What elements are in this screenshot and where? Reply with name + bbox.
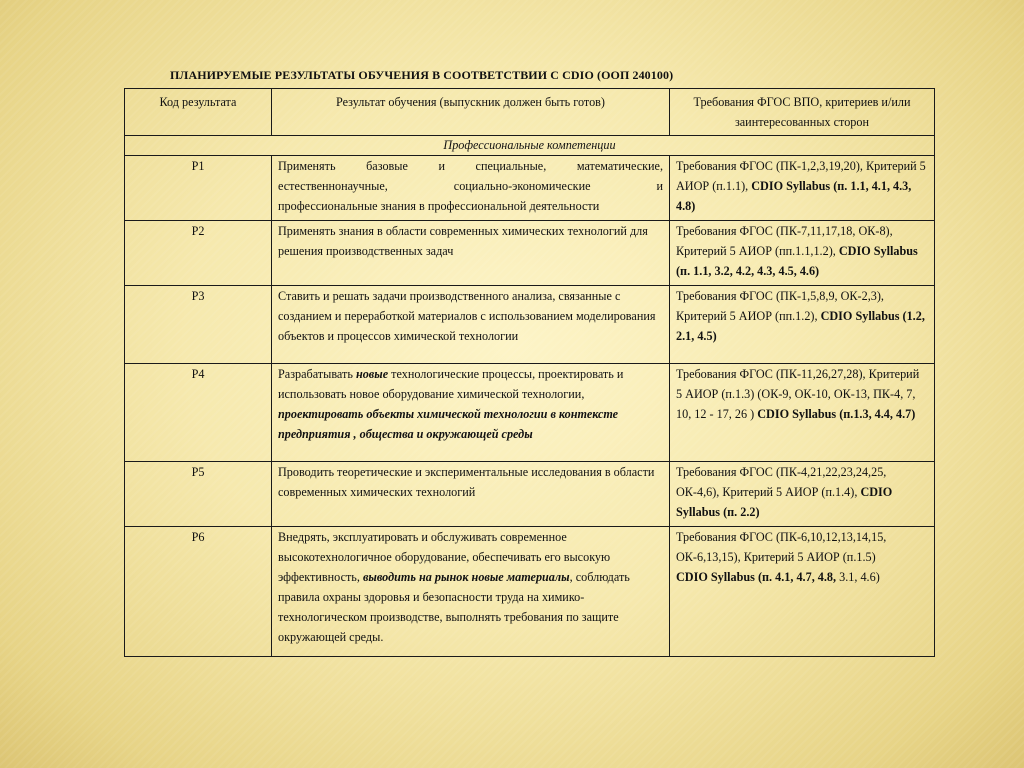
requirements-fgos: Требования ФГОС (ПК-6,10,12,13,14,15, ОК-6,13,15), Критерий 5 АИОР (п.1.5) xyxy=(676,530,887,564)
section-row xyxy=(125,136,935,156)
result-code: Р6 xyxy=(125,527,272,657)
table-header-row xyxy=(125,89,935,136)
requirements-fgos: Требования ФГОС (ПК-1,5,8,9, ОК-2,3), Критерий 5 АИОР (пп.1.2), xyxy=(676,289,884,323)
requirements-text xyxy=(670,527,935,657)
table-row xyxy=(125,527,935,657)
result-part: Внедрять, эксплуатировать и обслуживать современное высокотехнологичное оборудование, обеспечивать его высокую эффективность, xyxy=(278,530,611,584)
requirements-text xyxy=(670,156,935,221)
result-emphasis: выводить на рынок новые материалы xyxy=(362,570,570,584)
result-line: профессиональные знания в профессиональной деятельности xyxy=(278,199,600,213)
table-row xyxy=(125,221,935,286)
requirements-text xyxy=(670,286,935,364)
result-emphasis: новые xyxy=(355,367,389,381)
table-row xyxy=(125,286,935,364)
result-part: Разрабатывать xyxy=(278,367,356,381)
requirements-text xyxy=(670,364,935,462)
header-code: Код результата xyxy=(125,89,272,136)
requirements-cdio: CDIO Syllabus (п. 2.2) xyxy=(676,485,893,519)
result-part: технологические процессы, проектировать и использовать новое оборудование химической технологии, xyxy=(278,367,624,401)
result-part: , соблюдать правила охраны здоровья и безопасности труда на химико-технологическом производстве, выполнять требования по защите окружающей среды. xyxy=(278,570,630,644)
result-line: естественнонаучные, социально-экономические и xyxy=(278,179,663,193)
result-text xyxy=(272,156,670,221)
result-code: Р1 xyxy=(125,156,272,221)
header-requirements: Требования ФГОС ВПО, критериев и/или заинтересованных сторон xyxy=(670,89,935,136)
requirements-cdio: CDIO Syllabus (п.1.3, 4.4, 4.7) xyxy=(757,407,916,421)
result-code: Р4 xyxy=(125,364,272,462)
requirements-cdio-extra: 3.1, 4.6) xyxy=(836,570,880,584)
result-code: Р3 xyxy=(125,286,272,364)
header-result: Результат обучения (выпускник должен быть готов) xyxy=(272,89,670,136)
result-line: Применять базовые и специальные, математические, xyxy=(278,159,663,173)
result-text: Применять знания в области современных химических технологий для решения производственных задач xyxy=(272,221,670,286)
requirements-cdio: CDIO Syllabus (п. 4.1, 4.7, 4.8, xyxy=(676,570,837,584)
requirements-cdio: CDIO Syllabus (1.2, 2.1, 4.5) xyxy=(676,309,925,343)
requirements-fgos: Требования ФГОС (ПК-11,26,27,28), Критерий 5 АИОР (п.1.3) (ОК-9, ОК-10, ОК-13, ПК-4, 7, 10, 12 - 17, 26 ) xyxy=(676,367,920,421)
result-text: Проводить теоретические и экспериментальные исследования в области современных химических технологий xyxy=(272,462,670,527)
result-code: Р2 xyxy=(125,221,272,286)
page-title: ПЛАНИРУЕМЫЕ РЕЗУЛЬТАТЫ ОБУЧЕНИЯ В СООТВЕТСТВИИ С CDIO (ООП 240100) xyxy=(170,68,674,82)
result-text xyxy=(272,364,670,462)
table-row xyxy=(125,364,935,462)
requirements-text xyxy=(670,221,935,286)
result-text xyxy=(272,527,670,657)
section-label: Профессиональные компетенции xyxy=(125,136,935,156)
result-code: Р5 xyxy=(125,462,272,527)
learning-outcomes-table xyxy=(124,88,935,657)
result-text: Ставить и решать задачи производственного анализа, связанные с созданием и переработкой материалов с использованием моделирования объектов и процессов химической технологии xyxy=(272,286,670,364)
requirements-fgos: Требования ФГОС (ПК-4,21,22,23,24,25, ОК-4,6), Критерий 5 АИОР (п.1.4), xyxy=(676,465,887,499)
requirements-fgos: Требования ФГОС (ПК-7,11,17,18, ОК-8), Критерий 5 АИОР (пп.1.1,1.2), xyxy=(676,224,893,258)
table-row xyxy=(125,462,935,527)
result-emphasis: проектировать объекты химической технологии в контексте предприятия , общества и окружающей среды xyxy=(278,407,619,441)
requirements-cdio: CDIO Syllabus (п. 1.1, 3.2, 4.2, 4.3, 4.5, 4.6) xyxy=(676,244,918,278)
requirements-cdio: CDIO Syllabus (п. 1.1, 4.1, 4.3, 4.8) xyxy=(676,179,912,213)
requirements-text xyxy=(670,462,935,527)
table-row xyxy=(125,156,935,221)
requirements-fgos: Требования ФГОС (ПК-1,2,3,19,20), Критерий 5 АИОР (п.1.1), xyxy=(676,159,926,193)
